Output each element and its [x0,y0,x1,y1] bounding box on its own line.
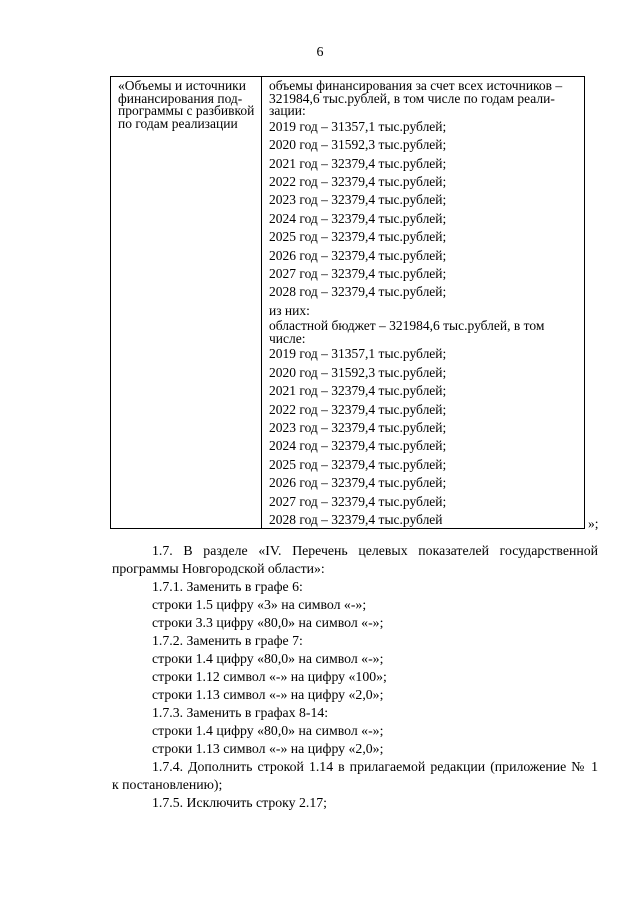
paragraph-1-7-2-item: строки 1.13 символ «-» на цифру «2,0»; [152,687,384,702]
list-item: 2023 год – 32379,4 тыс.рублей; [269,420,447,436]
document-body [112,542,598,812]
paragraph-1-7-2-item: строки 1.4 цифру «80,0» на символ «-»; [152,651,384,666]
list-item: 2028 год – 32379,4 тыс.рублей [269,512,443,528]
list-item: 2025 год – 32379,4 тыс.рублей; [269,229,447,245]
list-item: 2024 год – 32379,4 тыс.рублей; [269,438,447,454]
regional-budget-intro: областной бюджет – 321984,6 тыс.рублей, в том числе: [269,318,545,346]
list-item: 2024 год – 32379,4 тыс.рублей; [269,210,447,226]
list-item: 2019 год – 31357,1 тыс.рублей; [269,346,447,362]
paragraph-1-7-4-line-1: 1.7.4. Дополнить строкой 1.14 в прилагаемой редакции (приложение № 1 [152,759,598,774]
financing-table [110,76,585,529]
list-item: 2022 год – 32379,4 тыс.рублей; [269,174,447,189]
list-item: 2021 год – 32379,4 тыс.рублей; [269,155,447,171]
table-closing-mark: »; [588,516,599,531]
paragraph-1-7-5: 1.7.5. Исключить строку 2.17; [152,795,327,810]
list-item: 2025 год – 32379,4 тыс.рублей; [269,456,447,472]
paragraph-1-7-3: 1.7.3. Заменить в графах 8-14: [152,705,329,720]
list-item: 2021 год – 32379,4 тыс.рублей; [269,383,447,399]
financing-intro: объемы финансирования за счет всех источников – 321984,6 тыс.рублей, в том числе по годам реали-зации: [269,78,563,119]
paragraph-1-7-line-2: программы Новгородской области»: [112,561,325,576]
paragraph-1-7-2: 1.7.2. Заменить в графе 7: [152,633,303,648]
of-them-label: из них: [269,302,310,318]
list-item: 2027 год – 32379,4 тыс.рублей; [269,493,447,509]
list-item: 2028 год – 32379,4 тыс.рублей; [269,284,447,300]
list-item: 2020 год – 31592,3 тыс.рублей; [269,364,447,380]
list-item: 2023 год – 32379,4 тыс.рублей; [269,192,447,208]
paragraph-1-7-1-item: строки 1.5 цифру «3» на символ «-»; [152,597,367,612]
paragraph-1-7-3-item: строки 1.13 символ «-» на цифру «2,0»; [152,741,384,756]
paragraph-1-7-line-1: 1.7. В разделе «IV. Перечень целевых показателей государственной [152,543,598,558]
list-item: 2019 год – 31357,1 тыс.рублей; [269,118,447,134]
paragraph-1-7-1: 1.7.1. Заменить в графе 6: [152,579,303,594]
list-item: 2026 год – 32379,4 тыс.рублей; [269,475,447,491]
list-item: 2026 год – 32379,4 тыс.рублей; [269,247,447,263]
paragraph-1-7-2-item: строки 1.12 символ «-» на цифру «100»; [152,669,387,684]
page-number: 6 [316,45,324,60]
years-all-list [269,118,580,302]
list-item: 2020 год – 31592,3 тыс.рублей; [269,137,447,153]
table-left-cell: «Объемы и источники финансирования под-программы с разбивкой по годам реализации [111,77,262,528]
paragraph-1-7-1-item: строки 3.3 цифру «80,0» на символ «-»; [152,615,384,630]
table-right-cell [262,77,584,528]
years-regional-list [269,345,580,529]
paragraph-1-7-3-item: строки 1.4 цифру «80,0» на символ «-»; [152,723,384,738]
paragraph-1-7-4-line-2: к постановлению); [112,777,223,792]
list-item: 2027 год – 32379,4 тыс.рублей; [269,266,447,282]
list-item: 2022 год – 32379,4 тыс.рублей; [269,401,447,417]
